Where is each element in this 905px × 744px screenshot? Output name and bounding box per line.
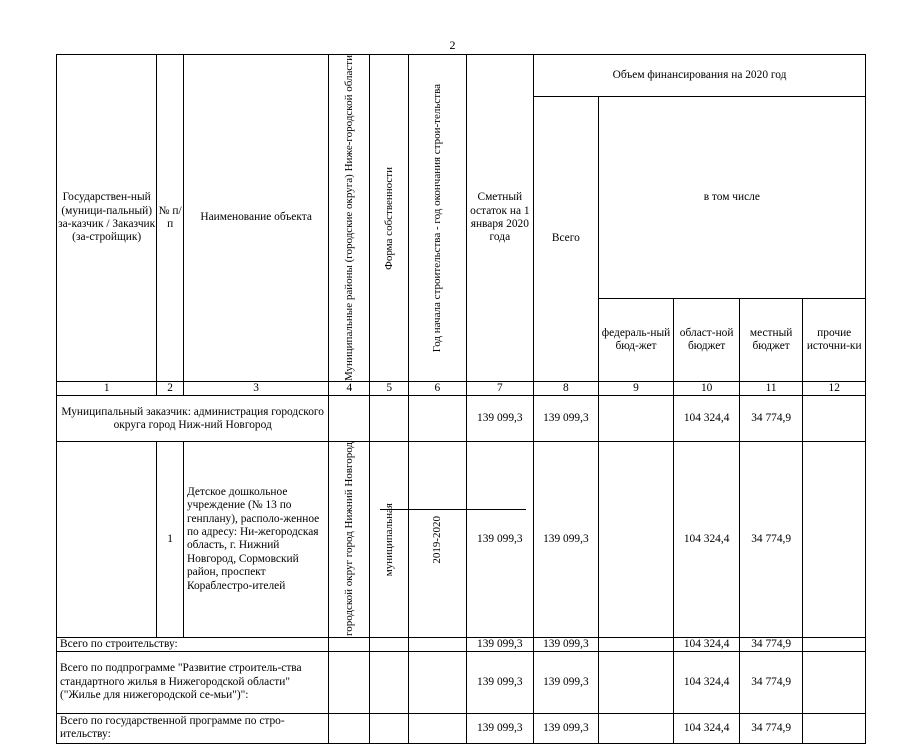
empty-cell (370, 637, 409, 651)
estimate-value: 139 099,3 (466, 396, 534, 442)
header-total: Всего (534, 97, 599, 382)
object-name: Детское дошкольное учреждение (№ 13 по генплану), располо-женное по адресу: Ни-жегородская область, г. Нижний Новгород, Сормовский район, проспект Кораблестро-ителей (183, 442, 328, 637)
total-label: Всего по государственной программе по стро-ительству: (57, 713, 329, 743)
other-value (803, 442, 866, 637)
empty-cell (329, 713, 370, 743)
header-other: прочие источни-ки (803, 299, 866, 382)
federal-value (598, 442, 674, 637)
financing-table (56, 54, 866, 744)
total-value: 139 099,3 (534, 637, 599, 651)
object-ownership-cell (370, 442, 409, 637)
header-ownership-cell (370, 55, 409, 382)
header-customer: Государствен-ный (муници-пальный) за-казчик / Заказчик (за-стройщик) (57, 55, 157, 382)
object-district: городской округ город Нижний Новгород (343, 442, 355, 637)
estimate-value: 139 099,3 (466, 713, 534, 743)
empty-cell (329, 651, 370, 713)
federal-value (598, 651, 674, 713)
header-row (57, 55, 866, 97)
header-num: № п/п (157, 55, 184, 382)
total-row (57, 713, 866, 743)
local-value: 34 774,9 (739, 637, 802, 651)
object-ownership: муниципальная (382, 502, 395, 577)
regional-value: 104 324,4 (674, 651, 740, 713)
column-number: 9 (598, 382, 674, 396)
header-local: местный бюджет (739, 299, 802, 382)
total-value: 139 099,3 (534, 651, 599, 713)
empty-cell (409, 651, 466, 713)
federal-value (598, 637, 674, 651)
column-numbers-row (57, 382, 866, 396)
column-number: 12 (803, 382, 866, 396)
other-value (803, 651, 866, 713)
object-row (57, 442, 866, 637)
empty-cell (370, 396, 409, 442)
column-number: 3 (183, 382, 328, 396)
header-years-cell (409, 55, 466, 382)
total-value: 139 099,3 (534, 442, 599, 637)
total-label: Всего по строительству: (57, 637, 329, 651)
column-number: 8 (534, 382, 599, 396)
total-value: 139 099,3 (534, 396, 599, 442)
header-estimate: Сметный остаток на 1 января 2020 года (466, 55, 534, 382)
other-value (803, 713, 866, 743)
column-number: 2 (157, 382, 184, 396)
empty-cell (329, 637, 370, 651)
header-ownership: Форма собственности (382, 166, 395, 270)
column-number: 10 (674, 382, 740, 396)
empty-cell (370, 713, 409, 743)
page-number: 2 (449, 38, 456, 52)
header-years: Год начала строительства - год окончания строи-тельства (431, 83, 444, 353)
estimate-value: 139 099,3 (466, 442, 534, 637)
regional-value: 104 324,4 (674, 637, 740, 651)
header-federal: федераль-ный бюд-жет (598, 299, 674, 382)
column-number: 5 (370, 382, 409, 396)
estimate-value: 139 099,3 (466, 651, 534, 713)
header-including: в том числе (598, 97, 865, 299)
regional-value: 104 324,4 (674, 442, 740, 637)
empty-cell (57, 442, 157, 637)
customer-row (57, 396, 866, 442)
total-row (57, 651, 866, 713)
column-number: 6 (409, 382, 466, 396)
federal-value (598, 396, 674, 442)
empty-cell (370, 651, 409, 713)
local-value: 34 774,9 (739, 396, 802, 442)
object-years: 2019-2020 (431, 515, 444, 564)
header-districts-cell (329, 55, 370, 382)
other-value (803, 637, 866, 651)
empty-cell (409, 713, 466, 743)
federal-value (598, 713, 674, 743)
other-value (803, 396, 866, 442)
empty-cell (409, 637, 466, 651)
object-years-cell (409, 442, 466, 637)
empty-cell (329, 396, 370, 442)
local-value: 34 774,9 (739, 442, 802, 637)
header-regional: област-ной бюджет (674, 299, 740, 382)
regional-value: 104 324,4 (674, 396, 740, 442)
column-number: 4 (329, 382, 370, 396)
object-district-cell (329, 442, 370, 637)
header-financing-title: Объем финансирования на 2020 год (534, 55, 866, 97)
local-value: 34 774,9 (739, 651, 802, 713)
column-number: 7 (466, 382, 534, 396)
local-value: 34 774,9 (739, 713, 802, 743)
total-row (57, 637, 866, 651)
total-value: 139 099,3 (534, 713, 599, 743)
column-number: 1 (57, 382, 157, 396)
estimate-value: 139 099,3 (466, 637, 534, 651)
regional-value: 104 324,4 (674, 713, 740, 743)
total-label: Всего по подпрограмме "Развитие строитель-ства стандартного жилья в Нижегородской области" ("Жилье для нижегородской се-мьи")": (57, 651, 329, 713)
header-districts: Муниципальные районы (городские округа) Ниже-городской области (343, 55, 355, 381)
customer-label: Муниципальный заказчик: администрация городского округа город Ниж-ний Новгород (57, 396, 329, 442)
empty-cell (409, 396, 466, 442)
object-number: 1 (157, 442, 184, 637)
footer-divider (380, 509, 526, 510)
column-number: 11 (739, 382, 802, 396)
header-object-name: Наименование объекта (183, 55, 328, 382)
